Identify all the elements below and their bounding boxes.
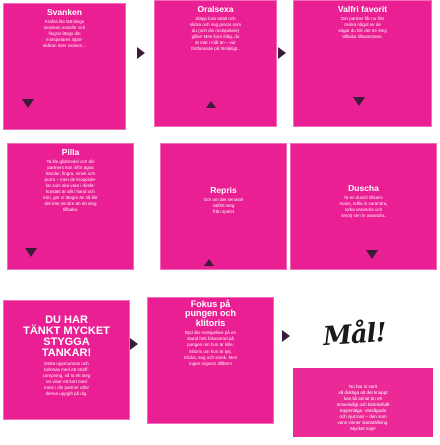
card-fokus xyxy=(147,297,274,424)
card-title: Duscha xyxy=(348,183,379,193)
card-duscha xyxy=(290,143,437,270)
card-text: Gör om det senaste valfritt steg från spelet xyxy=(203,196,244,215)
arrow-right-icon xyxy=(282,330,290,342)
goal-script-text: Mål! xyxy=(322,317,387,353)
card-title: Repris xyxy=(210,185,237,195)
card-text: Krafsa lite lätt längs svanken ovanför och fingrar längs din motspelares stjärt- skåran över svanen... xyxy=(42,18,87,49)
card-text: Släpp loss totalt och slicka och sug precis som du (och din motspelare) gillar! Men kom ihåg, du är inte i mål än – var förtfarande på försiktigt.. xyxy=(189,15,242,52)
arrow-down-icon xyxy=(353,97,365,106)
arrow-down-icon xyxy=(22,99,34,108)
arrow-down-icon xyxy=(366,250,378,259)
arrow-right-icon xyxy=(278,47,286,59)
card-title: Fokus på pungen och klitoris xyxy=(185,299,236,328)
card-svanken xyxy=(3,3,126,130)
card-text: Nu har ni varit så duktiga att det knappt kan bli annat än ett ömsesidigt och kärleksfullt toppenläge. Varsågoda och njut loss – den som vann vinner startställning. Mycket nöje! xyxy=(293,368,433,437)
arrow-down-icon xyxy=(25,248,37,257)
arrow-right-icon xyxy=(137,47,145,59)
card-title: Pilla xyxy=(61,147,80,157)
card-text: Ta lite glidmedel och din partners kön inför ägna känder, fingra, smek och purra – men de kroppsde- lar som ska vara i direkt- kontakt är allt i hand och kön, gör ni längre än så blir det inte mindre än ett steg tillbaka. xyxy=(43,158,98,213)
card-stygga-tankar xyxy=(3,300,130,420)
card-text: Din partner får nu fritt önska något av de vägar du blir det tre steg tillbaka tillsammans. xyxy=(338,15,387,40)
card-text: Ta en dusch tillsam- mans, tvåla in varandra, torka varandra och smörj sen in varandra. xyxy=(339,194,388,219)
card-title: Valfri favorit xyxy=(337,4,388,14)
card-title: Oralsexa xyxy=(197,4,234,14)
arrow-up-icon xyxy=(206,101,216,108)
arrow-right-icon xyxy=(130,338,138,350)
card-repris xyxy=(160,143,287,270)
card-text: Byd din motspelare på en stund helt fokuserad på pungen om hon är kille, klitoris om hon är tjej. Slicka, sug och smek. Men ingen orgasm tillåten! xyxy=(183,330,238,366)
arrow-up-icon xyxy=(204,259,214,266)
card-text: Detta uppmuntras och belönas med ett straff- compning, så ta ett steg en visar ett kort med mest i din partner utför denna uppgift på dig. xyxy=(42,361,91,397)
card-mal xyxy=(293,310,433,437)
card-title: DU HAR TÄNKT MYCKET STYGGA TANKAR! xyxy=(23,314,110,359)
card-title: Svanken xyxy=(47,7,82,17)
card-valfri-favorit xyxy=(293,0,432,127)
